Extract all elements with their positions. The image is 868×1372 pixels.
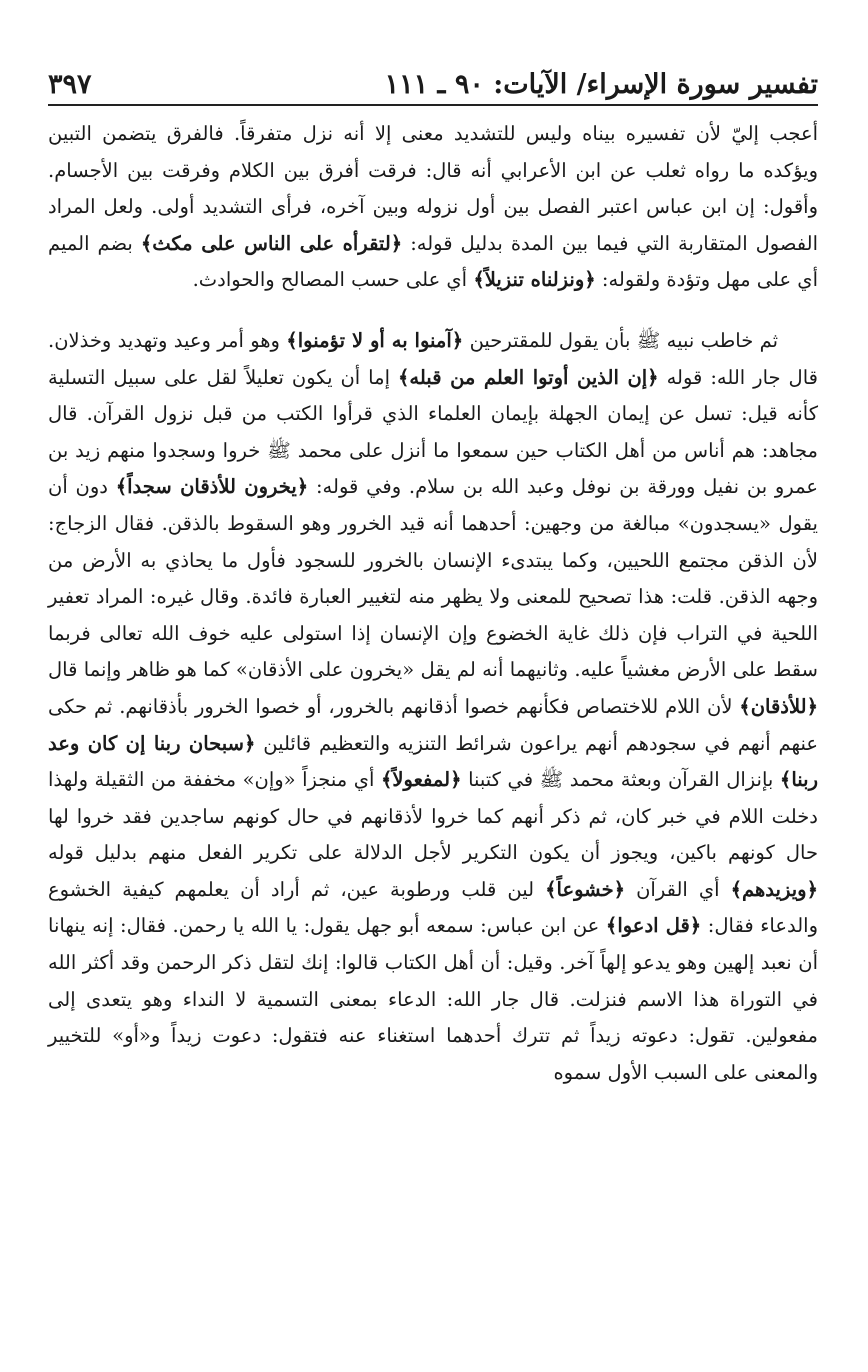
text-segment: وهو أمر وعيد وتهديد وخذلان. قال جار الله: قوله (48, 328, 818, 389)
quran-quote: ﴿إن الذين أوتوا العلم من قبله﴾ (397, 365, 659, 389)
quran-quote: ﴿خشوعاً﴾ (545, 877, 626, 901)
paragraph-1 (48, 116, 818, 299)
page-number: ٣٩٧ (48, 69, 92, 100)
quran-quote: ﴿ويزيدهم﴾ (730, 877, 819, 901)
text-segment: بإنزال القرآن وبعثة محمد ﷺ في كتبنا (461, 768, 780, 792)
chapter-title: تفسير سورة الإسراء/ الآيات: ٩٠ ـ ١١١ (384, 69, 818, 100)
paragraph-2 (48, 323, 818, 1091)
quran-quote: ﴿لمفعولاً﴾ (381, 768, 462, 792)
quran-quote: ﴿ونزلناه تنزيلاً﴾ (473, 268, 596, 292)
running-header (48, 58, 818, 106)
text-segment: أي على حسب المصالح والحوادث. (192, 268, 474, 292)
quran-quote: ﴿قل ادعوا﴾ (605, 914, 702, 938)
quran-quote: ﴿آمنوا به أو لا تؤمنوا﴾ (286, 328, 464, 352)
text-segment: أي منجزاً «وإن» مخففة من الثقيلة ولهذا دخلت اللام في خبر كان، ثم ذكر أنهم كما خروا لأذقانهم في حال كونهم ساجدين فقد خروا لها حال كونهم باكين، ويجوز أن يكون التكرير لأجل الدلالة على تكرير الفعل منهم بدليل قوله (48, 768, 818, 865)
text-segment: لأن اللام للاختصاص فكأنهم خصوا أذقانهم بالخرور، أو خصوا الخرور بأذقانهم. ثم حكى عنهم أنهم في سجودهم أنهم يراعون شرائط التنزيه والتعظيم قائلين (48, 694, 818, 755)
text-segment: إما أن يكون تعليلاً لقل على سبيل التسلية كأنه قيل: تسل عن إيمان الجهلة بإيمان العلماء الذي قرأوا الكتب من قبل نزول القرآن. قال مجاهد: هم أناس من أهل الكتاب حين سمعوا ما أنزل على محمد ﷺ خروا وسجدوا منهم زيد بن عمرو بن نفيل وورقة بن نوفل وعبد الله بن سلام. وفي قوله: (48, 365, 818, 499)
text-segment: لين قلب ورطوبة عين، ثم أراد أن يعلمهم كيفية الخشوع والدعاء فقال: (48, 877, 818, 938)
text-segment: دون أن يقول «يسجدون» مبالغة من وجهين: أحدهما أنه قيد الخرور وهو السقوط بالذقن. فقال الزجاج: لأن الذقن مجتمع اللحيين، وكما يبتدىء الإنسان بالخرور للسجود فأول ما يحاذي به الأرض من وجهه الذقن. قلت: هذا تصحيح للمعنى ولا يظهر منه لتغيير العبارة فائدة. وقال غيره: المراد تعفير اللحية في التراب فإن ذلك غاية الخضوع وإن الإنسان إذا استولى عليه خوف الله تعالى فربما سقط على الأرض مغشياً عليه. وثانيهما أنه لم يقل «يخرون على الأذقان» كما هو ظاهر وإنما قال (48, 475, 818, 682)
commentary-text (48, 116, 818, 1091)
text-segment: عن ابن عباس: سمعه أبو جهل يقول: يا الله يا رحمن. فقال: إنه ينهانا أن نعبد إلهين وهو يدعو إلهاً آخر. وقيل: أن أهل الكتاب قالوا: إنك لتقل ذكر الرحمن وقد أكثر الله في التوراة هذا الاسم فنزلت. قال جار الله: الدعاء بمعنى التسمية لا النداء وهو يتعدى إلى مفعولين. تقول: دعوته زيداً ثم تترك أحدهما استغناء عنه فتقول: دعوت زيداً و«أو» للتخيير والمعنى على السبب الأول سموه (48, 914, 818, 1084)
quran-quote: ﴿للأذقان﴾ (739, 694, 818, 718)
quran-quote: ﴿يخرون للأذقان سجداً﴾ (115, 475, 309, 499)
text-segment: أعجب إليّ لأن تفسيره بيناه وليس للتشديد معنى إلا أنه نزل متفرقاً. فالفرق يتضمن التبين ويؤكده ما رواه ثعلب عن ابن الأعرابي أنه قال: فرقت أفرق بين الكلام وفرقت بين الأجسام. وأقول: إن ابن عباس اعتبر الفصل بين أول نزوله وبين آخره، فرأى التشديد أولى. ولعل المراد الفصول المتقاربة التي فيما بين المدة بدليل قوله: (48, 122, 818, 255)
text-segment: بضم الميم أي على مهل وتؤدة ولقوله: (48, 231, 818, 292)
quran-quote: ﴿سبحان ربنا إن كان وعد ربنا﴾ (48, 731, 818, 792)
text-segment: ثم خاطب نبيه ﷺ بأن يقول للمقترحين (463, 328, 778, 352)
text-segment: أي القرآن (625, 877, 731, 901)
quran-quote: ﴿لتقرأه على الناس على مكث﴾ (140, 231, 403, 255)
